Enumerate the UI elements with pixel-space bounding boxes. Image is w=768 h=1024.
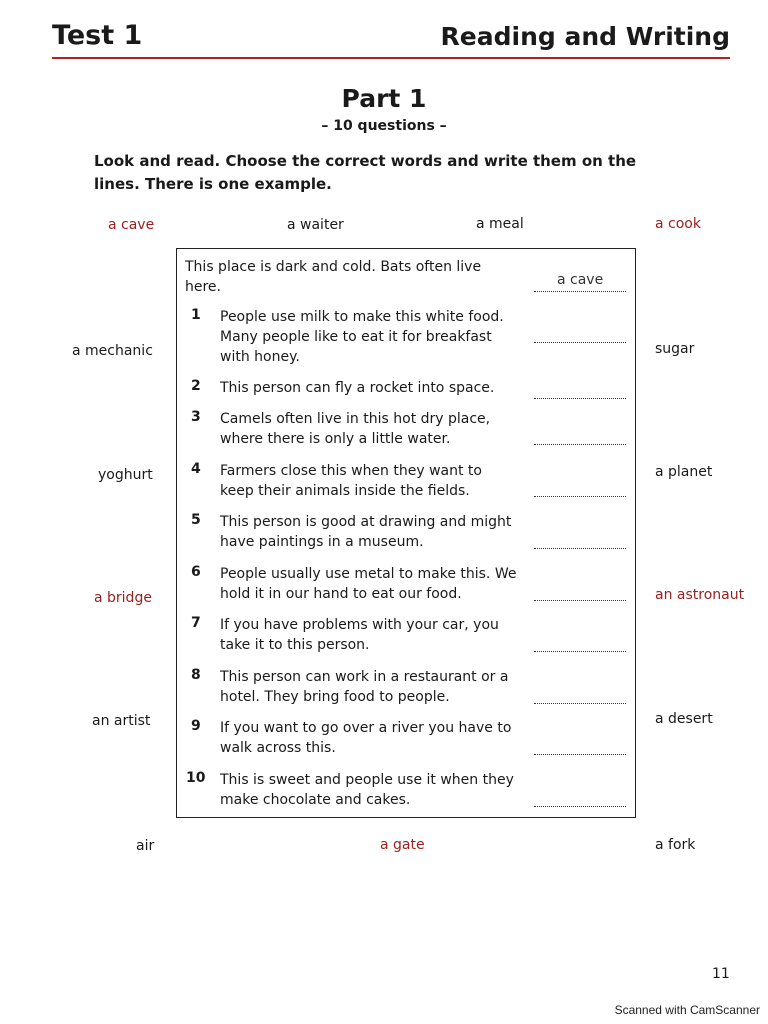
page-number: 11: [712, 966, 730, 982]
word-left-2: yoghurt: [98, 467, 153, 483]
question-number: 5: [191, 512, 201, 528]
word-top-2: a waiter: [287, 217, 344, 233]
word-right-3: an astronaut: [655, 587, 745, 603]
word-right-2: a planet: [655, 464, 713, 480]
question-text: People usually use metal to make this. We hold it in our hand to eat our food.: [220, 566, 517, 602]
word-top-3: a meal: [476, 216, 524, 232]
question-text: Farmers close this when they want to keep their animals inside the fields.: [220, 463, 482, 499]
word-right-1: sugar: [655, 341, 695, 357]
word-left-1: a mechanic: [72, 343, 153, 359]
question-text: If you have problems with your car, you take it to this person.: [220, 617, 499, 653]
question-number: 1: [191, 307, 201, 323]
answer-line-3[interactable]: [534, 443, 626, 445]
answer-line-4[interactable]: [534, 495, 626, 497]
answer-line-8[interactable]: [534, 702, 626, 704]
question-text: People use milk to make this white food. Many people like to eat it for breakfast with honey.: [220, 309, 504, 365]
question-number: 9: [191, 718, 201, 734]
answer-line-1[interactable]: [534, 341, 626, 343]
answer-line-9[interactable]: [534, 753, 626, 755]
part-title: Part 1: [341, 84, 427, 113]
part-subtitle: – 10 questions –: [321, 118, 447, 134]
answer-line-6[interactable]: [534, 599, 626, 601]
word-top-4: a cook: [655, 216, 701, 232]
question-number: 4: [191, 461, 201, 477]
word-bottom-3: a fork: [655, 837, 696, 853]
question-text: This person can fly a rocket into space.: [220, 380, 495, 396]
question-number: 8: [191, 667, 201, 683]
answer-line-2[interactable]: [534, 397, 626, 399]
answer-line-5[interactable]: [534, 547, 626, 549]
example-answer-line: [534, 290, 626, 292]
answer-line-10[interactable]: [534, 805, 626, 807]
header-left: Test 1: [52, 20, 143, 51]
scanner-watermark: Scanned with CamScanner: [614, 1003, 760, 1017]
question-number: 6: [191, 564, 201, 580]
question-text: If you want to go over a river you have to walk across this.: [220, 720, 512, 756]
question-text: This is sweet and people use it when they make chocolate and cakes.: [220, 772, 514, 808]
question-text: This person is good at drawing and might have paintings in a museum.: [220, 514, 512, 550]
example-answer: a cave: [557, 272, 604, 288]
header-right: Reading and Writing: [440, 22, 730, 51]
question-box: [176, 248, 636, 818]
word-left-3: a bridge: [94, 590, 152, 606]
word-left-4: an artist: [92, 713, 151, 729]
example-text: This place is dark and cold. Bats often live here.: [185, 259, 482, 295]
instructions: Look and read. Choose the correct words and write them on the lines. There is one example.: [94, 152, 637, 193]
word-bottom-2: a gate: [380, 837, 425, 853]
question-number: 2: [191, 378, 201, 394]
header-rule: [52, 57, 730, 59]
question-text: Camels often live in this hot dry place, where there is only a little water.: [220, 411, 491, 447]
question-number: 7: [191, 615, 201, 631]
question-number: 10: [186, 770, 206, 786]
answer-line-7[interactable]: [534, 650, 626, 652]
question-text: This person can work in a restaurant or a hotel. They bring food to people.: [220, 669, 509, 705]
word-right-4: a desert: [655, 711, 713, 727]
word-top-1: a cave: [108, 217, 155, 233]
word-bottom-1: air: [136, 838, 155, 854]
question-number: 3: [191, 409, 201, 425]
